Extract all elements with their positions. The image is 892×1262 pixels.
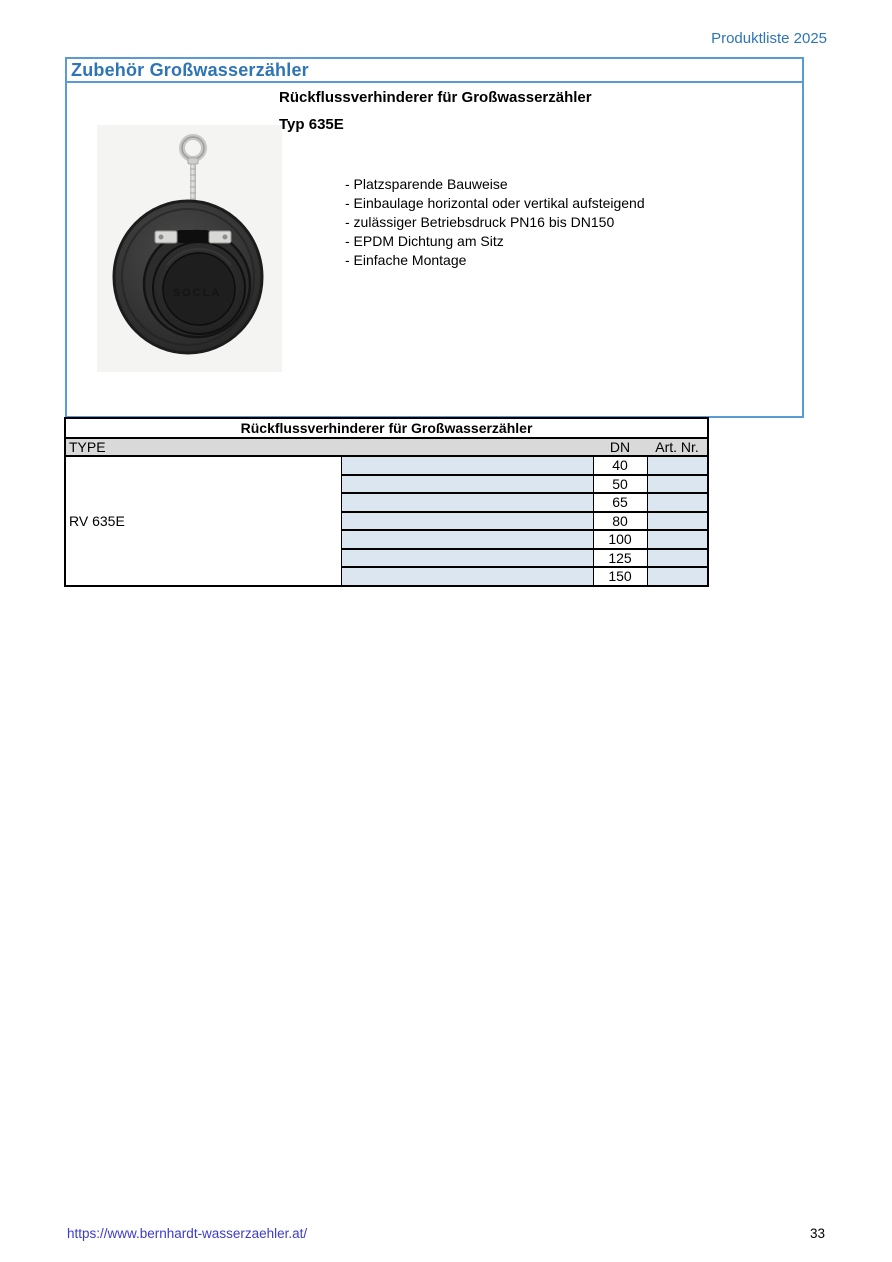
- description-cell: [341, 530, 593, 549]
- feature-item: - Einfache Montage: [345, 252, 467, 268]
- art-nr-cell: [647, 475, 708, 494]
- feature-item: - Platzsparende Bauweise: [345, 176, 508, 192]
- section-title-box: [65, 57, 804, 83]
- description-cell: [341, 493, 593, 512]
- column-header-dn: DN: [593, 438, 647, 456]
- column-header-type: TYPE: [65, 438, 593, 456]
- art-nr-cell: [647, 512, 708, 531]
- description-cell: [341, 456, 593, 475]
- art-nr-cell: [647, 530, 708, 549]
- hinge-bar: [177, 230, 209, 243]
- dn-cell: 80: [593, 512, 647, 531]
- hinge-tab-left: [155, 231, 177, 243]
- description-cell: [341, 475, 593, 494]
- page-number: 33: [809, 1226, 825, 1241]
- dn-cell: 40: [593, 456, 647, 475]
- feature-list: [345, 175, 645, 270]
- brand-embossing: SOCLA: [172, 287, 222, 299]
- art-nr-cell: [647, 456, 708, 475]
- product-box: [65, 83, 804, 418]
- product-type-label: Typ 635E: [279, 116, 344, 133]
- hinge-screw-right: [223, 235, 228, 240]
- hinge-tab-right: [209, 231, 231, 243]
- dn-cell: 50: [593, 475, 647, 494]
- dn-cell: 65: [593, 493, 647, 512]
- footer-link[interactable]: https://www.bernhardt-wasserzaehler.at/: [67, 1226, 308, 1241]
- section-title: Zubehör Großwasserzähler: [71, 59, 309, 80]
- feature-item: - Einbaulage horizontal oder vertikal aufsteigend: [345, 195, 645, 211]
- description-cell: [341, 512, 593, 531]
- table-row: [65, 456, 708, 475]
- column-header-art: Art. Nr.: [647, 438, 708, 456]
- description-cell: [341, 549, 593, 568]
- check-valve-photo: [97, 125, 282, 372]
- feature-item: - EPDM Dichtung am Sitz: [345, 233, 504, 249]
- dn-cell: 125: [593, 549, 647, 568]
- product-table: [64, 417, 709, 587]
- table-title-row: [65, 418, 708, 438]
- doc-header-label: Produktliste 2025: [711, 30, 827, 47]
- description-cell: [341, 567, 593, 586]
- art-nr-cell: [647, 567, 708, 586]
- product-title: Rückflussverhinderer für Großwasserzähler: [279, 89, 592, 106]
- feature-item: - zulässiger Betriebsdruck PN16 bis DN150: [345, 214, 615, 230]
- dn-cell: 150: [593, 567, 647, 586]
- table-title: Rückflussverhinderer für Großwasserzähler: [65, 418, 708, 438]
- table-column-header-row: [65, 438, 708, 456]
- art-nr-cell: [647, 549, 708, 568]
- art-nr-cell: [647, 493, 708, 512]
- dn-cell: 100: [593, 530, 647, 549]
- eyebolt-collar: [188, 158, 198, 164]
- type-value-cell: RV 635E: [65, 456, 341, 586]
- hinge-screw-left: [159, 235, 164, 240]
